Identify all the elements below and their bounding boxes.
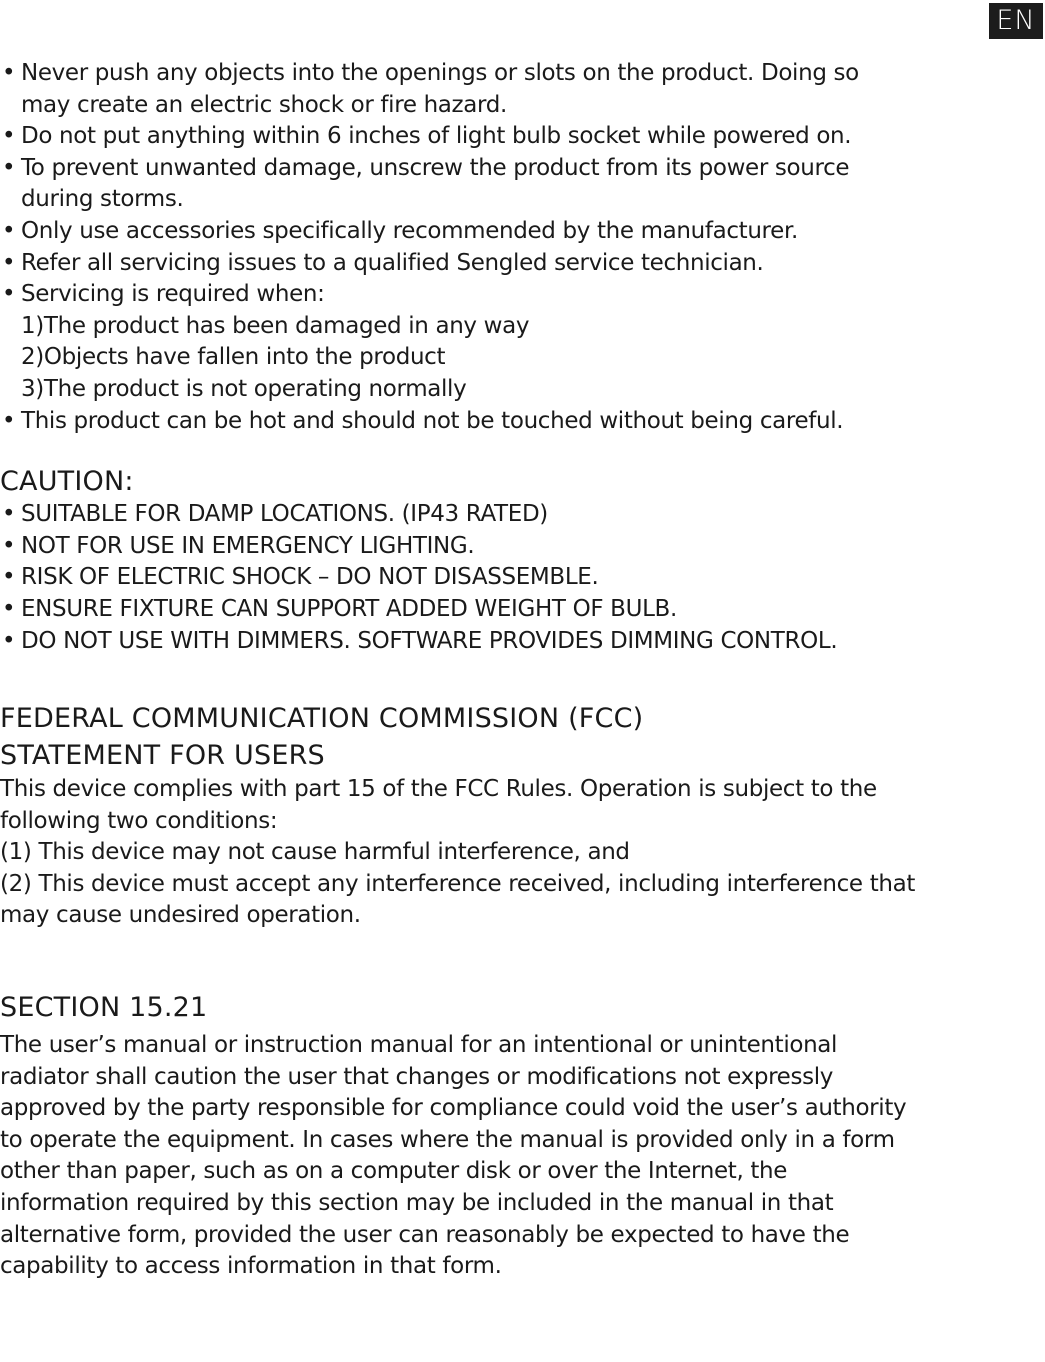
bullet-marker: • <box>2 627 16 654</box>
paragraph-line: capability to access information in that form. <box>0 1253 502 1280</box>
list-item <box>0 216 1045 248</box>
list-item-text: NOT FOR USE IN EMERGENCY LIGHTING. <box>21 532 475 559</box>
list-item-text: Never push any objects into the openings or slots on the product. Doing so <box>21 60 859 86</box>
list-item <box>0 406 1045 438</box>
bullet-marker: • <box>2 154 16 181</box>
paragraph-line: (1) This device may not cause harmful interference, and <box>0 839 630 866</box>
paragraph-line: alternative form, provided the user can reasonably be expected to have the <box>0 1221 850 1248</box>
list-item <box>0 594 1045 626</box>
paragraph-line: This device complies with part 15 of the FCC Rules. Operation is subject to the <box>0 776 877 803</box>
list-item <box>0 499 1045 531</box>
bullet-marker: • <box>2 595 16 622</box>
list-item-text: ENSURE FIXTURE CAN SUPPORT ADDED WEIGHT OF BULB. <box>21 595 677 622</box>
document-body <box>0 58 1045 1283</box>
fcc-heading-line: FEDERAL COMMUNICATION COMMISSION (FCC) <box>0 703 644 735</box>
fcc-statement <box>0 774 1045 932</box>
list-item-text: Servicing is required when: <box>21 281 325 308</box>
list-item-text: SUITABLE FOR DAMP LOCATIONS. (IP43 RATED) <box>21 501 548 528</box>
list-item <box>0 153 1045 216</box>
list-item-subitem: 3)The product is not operating normally <box>21 375 467 402</box>
list-item <box>0 58 1045 121</box>
paragraph-line: information required by this section may be included in the manual in that <box>0 1190 834 1217</box>
paragraph-line: The user’s manual or instruction manual for an intentional or unintentional <box>0 1032 838 1059</box>
safety-list-2 <box>0 216 1045 437</box>
caution-list <box>0 499 1045 657</box>
paragraph-line: other than paper, such as on a computer disk or over the Internet, the <box>0 1158 788 1185</box>
list-item <box>0 562 1045 594</box>
list-item-text: may create an electric shock or fire hazard. <box>21 91 507 118</box>
paragraph-line: approved by the party responsible for compliance could void the user’s authority <box>0 1095 907 1122</box>
bullet-marker: • <box>2 123 16 150</box>
paragraph-line: radiator shall caution the user that changes or modifications not expressly <box>0 1063 834 1090</box>
list-item-text: Do not put anything within 6 inches of light bulb socket while powered on. <box>21 123 852 150</box>
section-15-21-text <box>0 1030 1045 1283</box>
list-item <box>0 279 1045 405</box>
paragraph-line: following two conditions: <box>0 807 278 834</box>
language-badge: EN <box>989 3 1043 39</box>
paragraph-line: may cause undesired operation. <box>0 902 361 929</box>
list-item <box>0 248 1045 280</box>
bullet-marker: • <box>2 501 16 528</box>
list-item-text: during storms. <box>21 186 184 213</box>
fcc-heading-line: STATEMENT FOR USERS <box>0 740 325 772</box>
caution-heading: CAUTION: <box>0 466 134 498</box>
bullet-marker: • <box>2 217 16 244</box>
list-item-text: DO NOT USE WITH DIMMERS. SOFTWARE PROVIDES DIMMING CONTROL. <box>21 627 838 654</box>
bullet-marker: • <box>2 532 16 559</box>
list-item <box>0 626 1045 658</box>
bullet-marker: • <box>2 249 16 276</box>
list-item-text: Only use accessories specifically recommended by the manufacturer. <box>21 217 798 244</box>
list-item-text: Refer all servicing issues to a qualified Sengled service technician. <box>21 249 764 276</box>
list-item-text: This product can be hot and should not be touched without being careful. <box>21 407 844 434</box>
bullet-marker: • <box>2 60 16 86</box>
list-item-text: To prevent unwanted damage, unscrew the product from its power source <box>21 154 850 181</box>
list-item <box>0 531 1045 563</box>
paragraph-line: to operate the equipment. In cases where the manual is provided only in a form <box>0 1126 895 1153</box>
paragraph-line: (2) This device must accept any interference received, including interference that <box>0 870 915 897</box>
section-15-21-heading: SECTION 15.21 <box>0 992 208 1024</box>
list-item-subitem: 2)Objects have fallen into the product <box>21 344 446 371</box>
list-item <box>0 121 1045 153</box>
fcc-heading <box>0 700 1045 774</box>
list-item-text: RISK OF ELECTRIC SHOCK – DO NOT DISASSEMBLE. <box>21 564 599 591</box>
bullet-marker: • <box>2 564 16 591</box>
bullet-marker: • <box>2 281 16 308</box>
bullet-marker: • <box>2 407 16 434</box>
safety-list-1 <box>0 58 1045 216</box>
list-item-subitem: 1)The product has been damaged in any way <box>21 312 530 339</box>
